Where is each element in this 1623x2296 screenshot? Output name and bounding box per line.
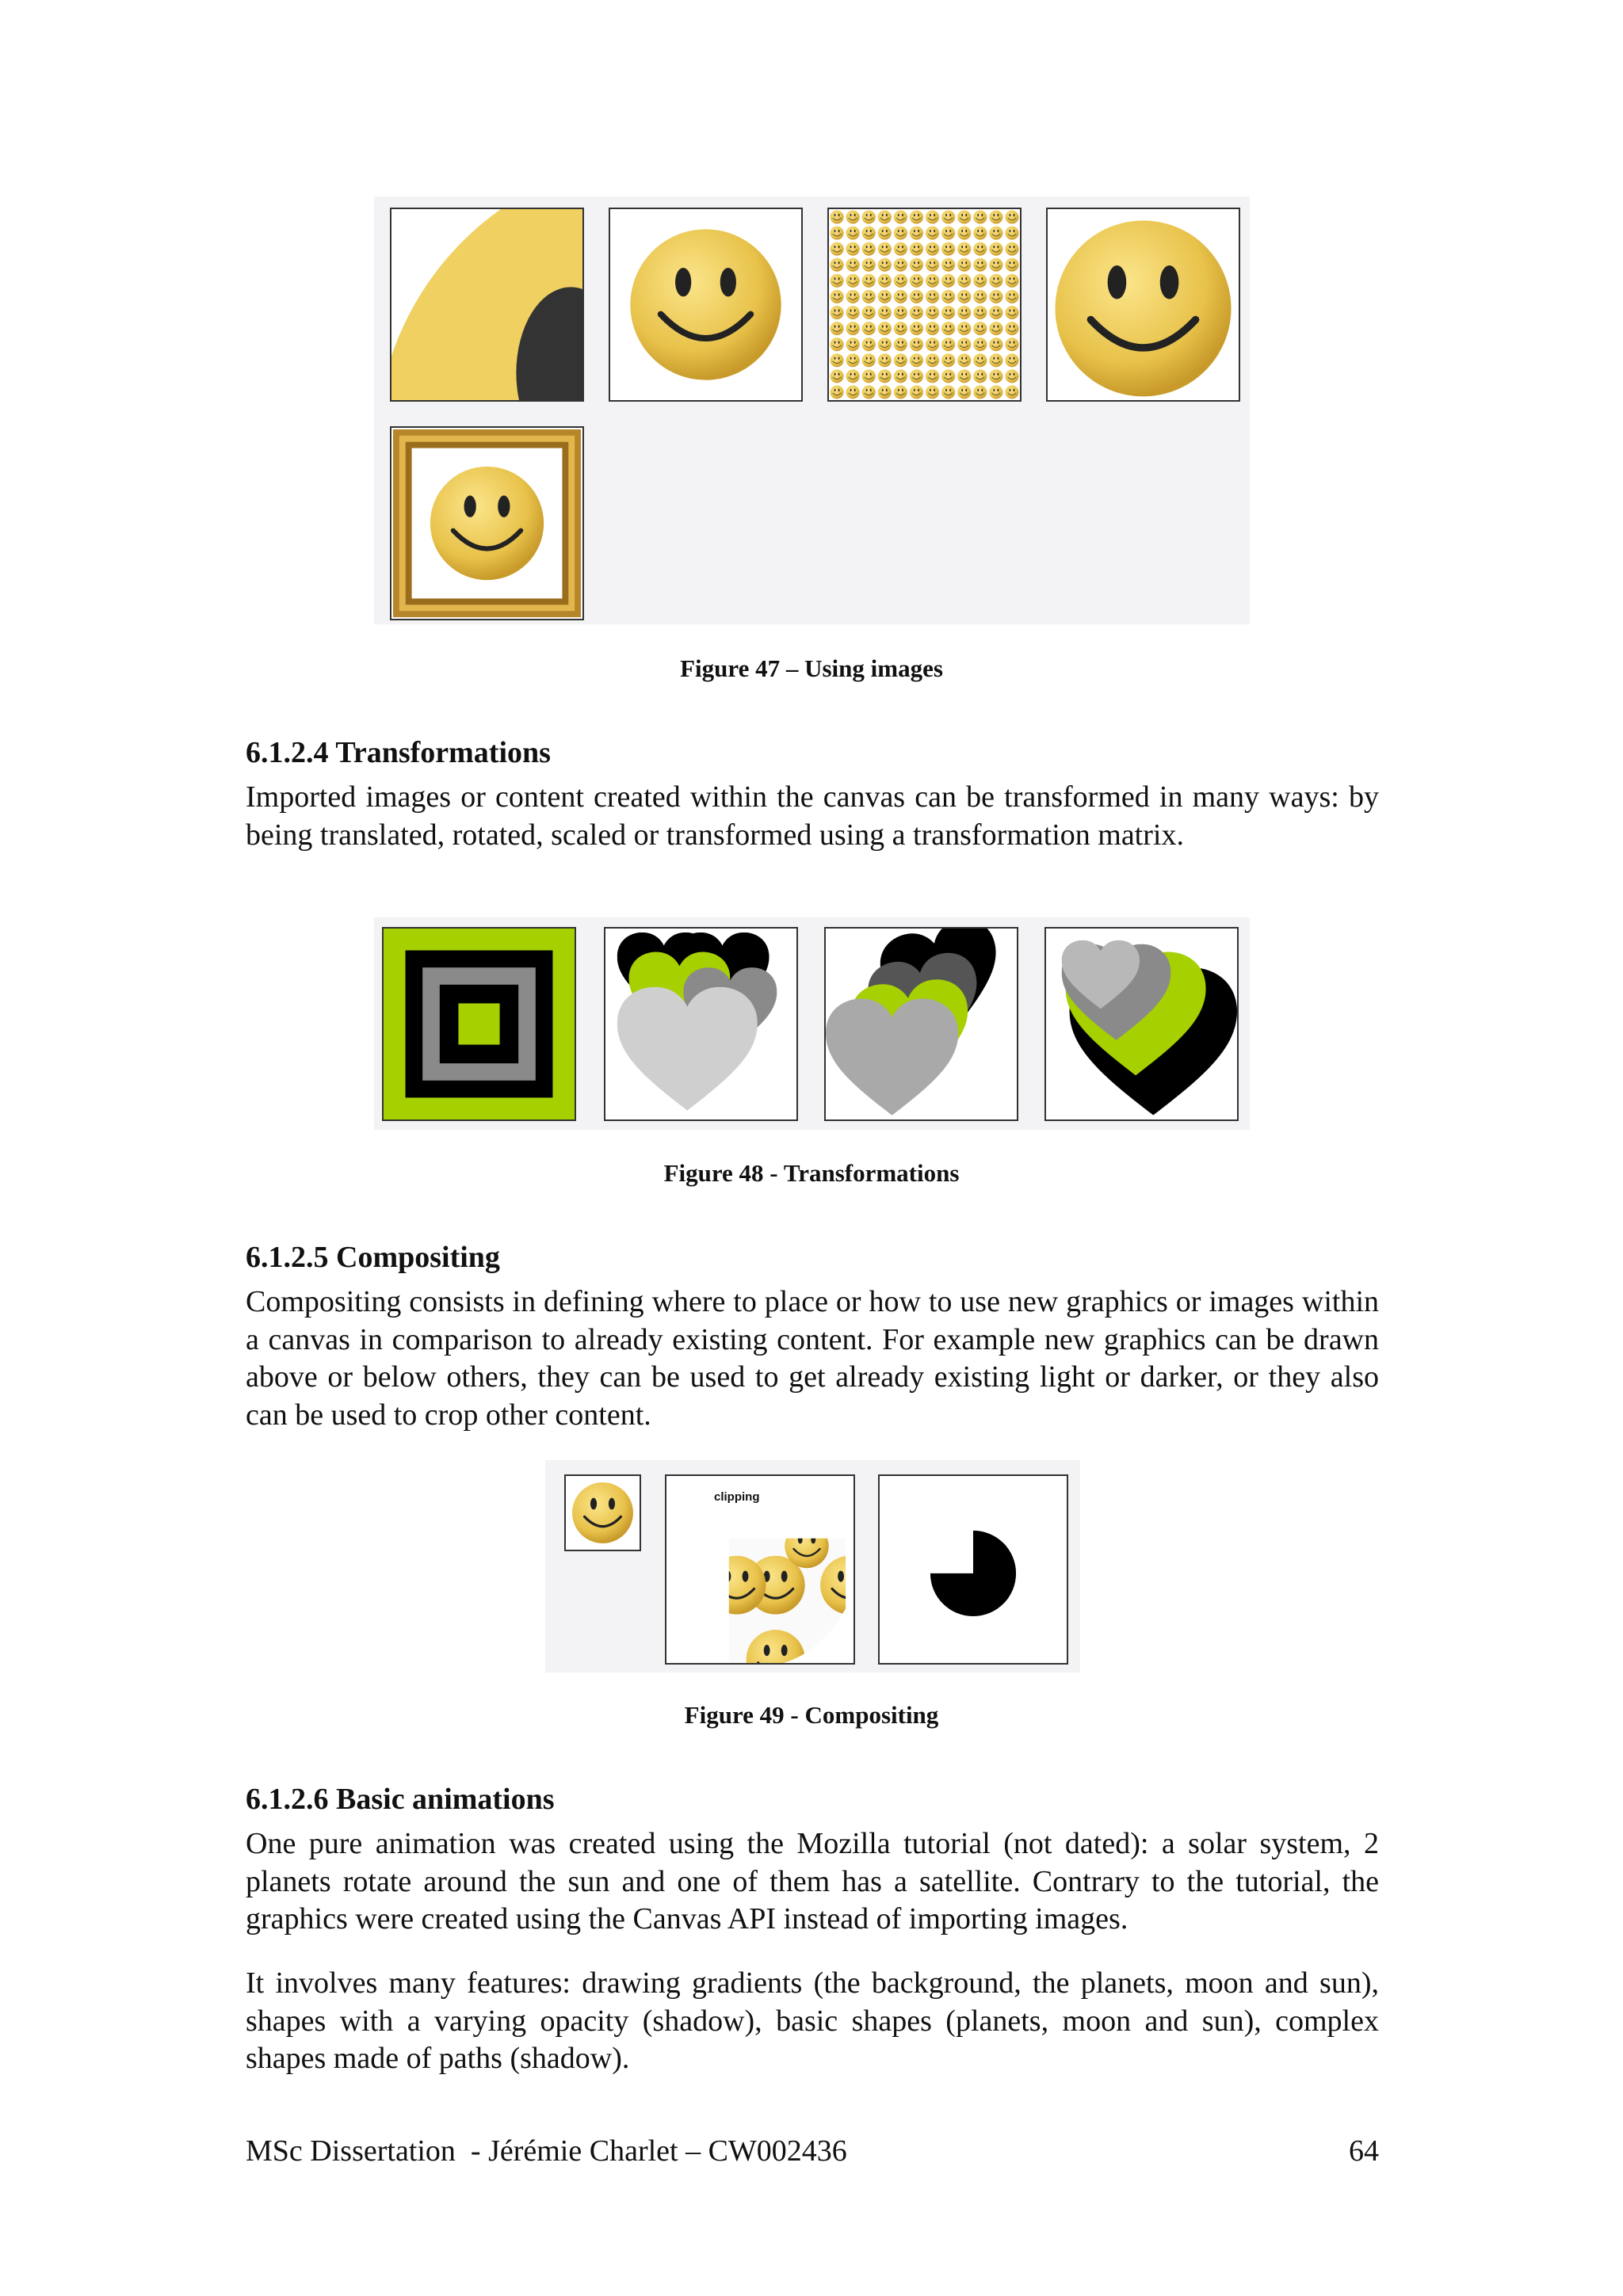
translated-hearts-tile [604,927,798,1121]
figure-47-image [374,196,1250,624]
smiley-icon [566,1476,640,1550]
nested-squares-graphic [384,929,575,1119]
composite-quarter-circle-graphic [880,1476,1067,1663]
smiley-full-tile [609,208,803,402]
figure-48-caption: Figure 48 - Transformations [663,1159,960,1187]
figure-47-caption: Figure 47 – Using images [680,654,943,682]
section-heading-basic-animations: 6.1.2.6 Basic animations [246,1783,555,1816]
paragraph-basic-animations-1: One pure animation was created using the Mozilla tutorial (not dated): a solar system, 2 planets rotate around the sun and one of them has a satellite. Contrary to the tutorial, the graphics were created using the Canvas API instead of importing images. [246,1827,1379,1936]
paragraph-transformations: Imported images or content created within the canvas can be transformed in many ways: by being translated, rotated, scaled or transformed using a transformation matrix. [246,780,1379,852]
clipping-demo-tile [665,1474,855,1665]
smiley-large-tile [1046,208,1240,402]
smiley-small-tile [564,1474,641,1551]
smiley-icon [1048,209,1239,400]
section-heading-compositing: 6.1.2.5 Compositing [246,1241,500,1274]
rotated-hearts-tile [824,927,1018,1121]
paragraph-compositing: Compositing consists in defining where to place or how to use new graphics or images within a canvas in comparison to already existing content. For example new graphics can be drawn above or below others, they can be used to get already existing light or darker, or they also can be used to crop other content. [246,1285,1379,1432]
clipped-smileys-graphic [666,1476,854,1663]
smiley-zoomed-crop-tile [390,208,584,402]
hearts-rotated-graphic [826,929,1017,1119]
smiley-icon [610,209,801,400]
scaled-hearts-tile [1044,927,1239,1121]
smiley-tiled-grid-graphic [829,209,1020,400]
section-heading-transformations: 6.1.2.4 Transformations [246,736,551,769]
page-number: 64 [1349,2134,1379,2168]
composite-shape-tile [878,1474,1068,1665]
paragraph-basic-animations-2: It involves many features: drawing gradients (the background, the planets, moon and sun), shapes with a varying opacity (shadow), basic shapes (planets, moon and sun), complex shapes made of paths (shadow). [246,1966,1379,2075]
smiley-tiled-grid-tile [827,208,1022,402]
gold-frame-graphic [391,428,582,619]
figure-48-image [374,917,1250,1130]
figure-49-image [545,1460,1080,1672]
smiley-zoomed-crop-graphic [391,209,582,400]
footer-author: MSc Dissertation - Jérémie Charlet – CW002436 [246,2134,847,2168]
nested-squares-tile [382,927,576,1121]
clipping-label: clipping [714,1490,760,1504]
smiley-in-gold-frame-tile [390,426,584,620]
hearts-scaled-graphic [1046,929,1237,1119]
hearts-translated-graphic [605,929,796,1119]
figure-49-caption: Figure 49 - Compositing [684,1701,939,1729]
